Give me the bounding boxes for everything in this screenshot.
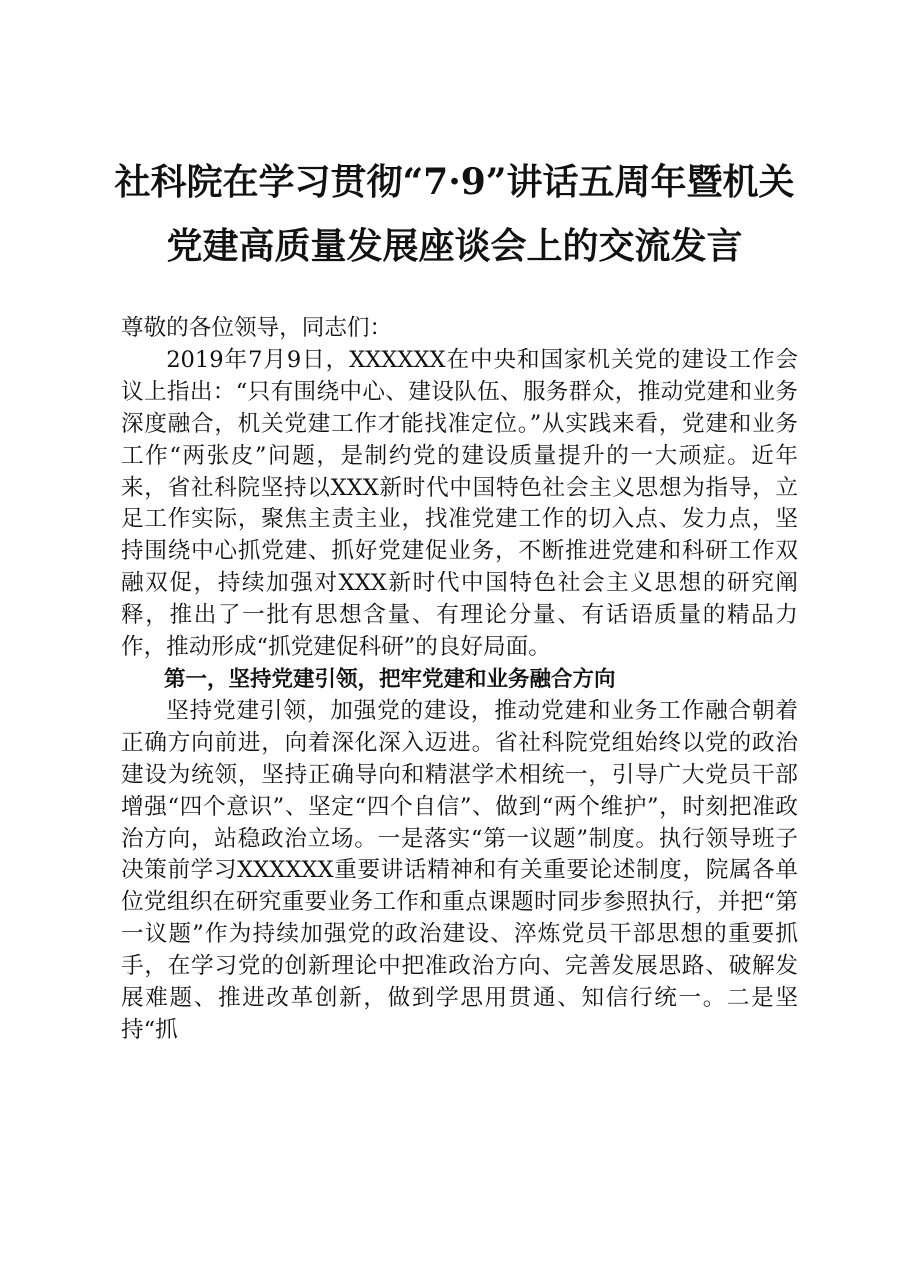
document-body [121, 313, 798, 1047]
section-heading-1: 第一，坚持党建引领，把牢党建和业务融合方向 [164, 666, 616, 692]
salutation: 尊敬的各位领导，同志们： [121, 315, 393, 341]
paragraph-intro: 2019年7月9日，XXXXXX在中央和国家机关党的建设工作会议上指出：“只有围绕中心、建设队伍、服务群众，推动党建和业务深度融合，机关党建工作才能找准定位。”从实践来看，党建和业务工作“两张皮”问题，是制约党的建设质量提升的一大顽症。近年来，省社科院坚持以XXX新时代中国特色社会主义思想为指导，立足工作实际，聚焦主责主业，找准党建工作的切入点、发力点，坚持围绕中心抓党建、抓好党建促业务，不断推进党建和科研工作双融双促，持续加强对XXX新时代中国特色社会主义思想的研究阐释，推出了一批有思想含量、有理论分量、有话语质量的精品力作，推动形成“抓党建促科研”的良好局面。 [121, 346, 798, 661]
document-title-line-1: 社科院在学习贯彻“7·9”讲话五周年暨机关 [114, 161, 795, 203]
document-title-line-2: 党建高质量发展座谈会上的交流发言 [166, 225, 743, 267]
paragraph-section-1: 坚持党建引领，加强党的建设，推动党建和业务工作融合朝着正确方向前进，向着深化深入迈进。省社科院党组始终以党的政治建设为统领，坚持正确导向和精湛学术相统一，引导广大党员干部增强“四个意识”、坚定“四个自信”、做到“两个维护”，时刻把准政治方向，站稳政治立场。一是落实“第一议题”制度。执行领导班子决策前学习XXXXXX重要讲话精神和有关重要论述制度，院属各单位党组织在研究重要业务工作和重点课题时同步参照执行，并把“第一议题”作为持续加强党的政治建设、淬炼党员干部思想的重要抓手，在学习党的创新理论中把准政治方向、完善发展思路、破解发展难题、推进改革创新，做到学思用贯通、知信行统一。二是坚持“抓 [121, 697, 798, 1043]
